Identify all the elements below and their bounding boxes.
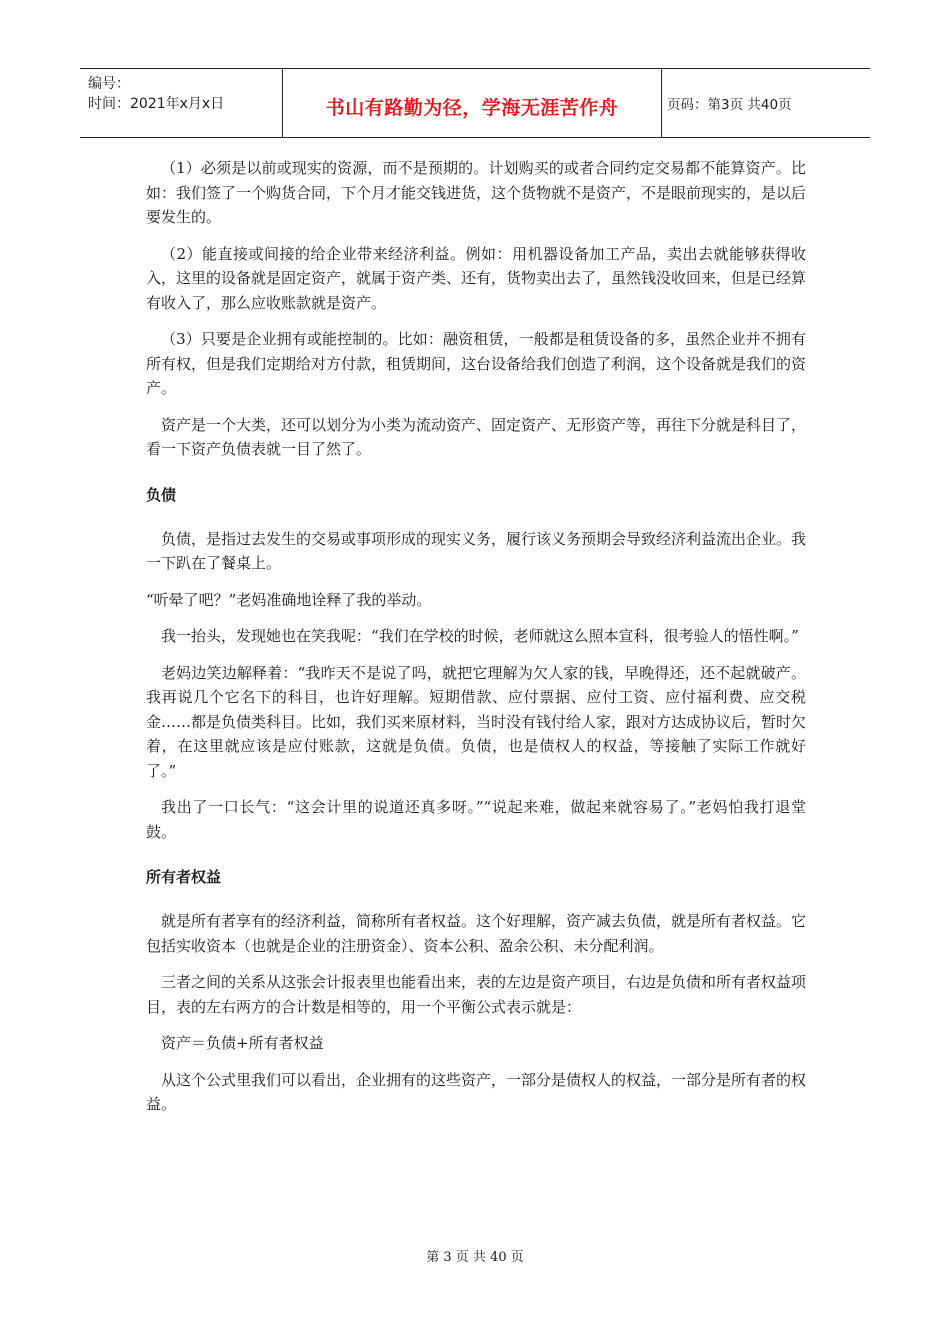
document-body (146, 156, 806, 1129)
motto-text: 书山有路勤为径，学海无涯苦作舟 (325, 96, 619, 119)
paragraph: 负债，是指过去发生的交易或事项形成的现实义务，履行该义务预期会导致经济利益流出企业。我一下趴在了餐桌上。 (146, 529, 807, 572)
header-motto-cell (282, 69, 662, 137)
page-footer: 第 3 页 共 40 页 (426, 1250, 524, 1265)
paragraph: 资产是一个大类，还可以划分为小类为流动资产、固定资产、无形资产等，再往下分就是科目了，看一下资产负债表就一目了然了。 (146, 415, 807, 458)
section-heading-liabilities: 负债 (146, 485, 177, 504)
section-heading-owners-equity: 所有者权益 (146, 868, 222, 886)
equation: 资产＝负债+所有者权益 (161, 1034, 324, 1052)
paragraph: （1）必须是以前或现实的资源，而不是预期的。计划购买的或者合同约定交易都不能算资产。比如：我们签了一个购货合同，下个月才能交钱进货，这个货物就不是资产，不是眼前现实的，是以后要发生的。 (146, 159, 807, 226)
paragraph: 老妈边笑边解释着：“我昨天不是说了吗，就把它理解为欠人家的钱，早晚得还，还不起就破产。我再说几个它名下的科目，也许好理解。短期借款、应付票据、应付工资、应付福利费、应交税金……都是负债类科目。比如，我们买来原材料，当时没有钱付给人家，跟对方达成协议后，暂时欠着，在这里就应该是应付账款，这就是负债。负债，也是债权人的权益，等接触了实际工作就好了。” (146, 663, 807, 780)
paragraph: 我出了一口长气：“这会计里的说道还真多呀。”“说起来难，做起来就容易了。”老妈怕我打退堂鼓。 (146, 798, 806, 841)
paragraph: （3）只要是企业拥有或能控制的。比如：融资租赁，一般都是租赁设备的多，虽然企业并不拥有所有权，但是我们定期给对方付款，租赁期间，这台设备给我们创造了利润，这个设备就是我们的资产。 (146, 330, 807, 397)
page-number-label: 页码：第3页 共40页 (667, 97, 792, 113)
paragraph: 从这个公式里我们可以看出，企业拥有的这些资产，一部分是债权人的权益，一部分是所有者的权益。 (146, 1070, 807, 1113)
number-label: 编号： (88, 76, 130, 92)
paragraph: 我一抬头，发现她也在笑我呢：“我们在学校的时候，老师就这么照本宣科，很考验人的悟性啊。” (161, 627, 799, 645)
header-page-cell (661, 69, 870, 137)
time-label: 时间：2021年x月x日 (88, 96, 225, 112)
paragraph: （2）能直接或间接的给企业带来经济利益。例如：用机器设备加工产品，卖出去就能够获得收入，这里的设备就是固定资产，就属于资产类、还有，货物卖出去了，虽然钱没收回来，但是已经算有收入了，那么应收账款就是资产。 (146, 244, 807, 312)
paragraph: 三者之间的关系从这张会计报表里也能看出来，表的左边是资产项目，右边是负债和所有者权益项目，表的左右两方的合计数是相等的，用一个平衡公式表示就是： (146, 973, 807, 1016)
header-meta (80, 69, 282, 137)
paragraph: 就是所有者享有的经济利益，简称所有者权益。这个好理解，资产减去负债，就是所有者权益。它包括实收资本（也就是企业的注册资金）、资本公积、盈余公积、未分配利润。 (146, 912, 807, 955)
paragraph: “听晕了吧？”老妈准确地诠释了我的举动。 (146, 590, 432, 609)
page-header (80, 68, 870, 138)
